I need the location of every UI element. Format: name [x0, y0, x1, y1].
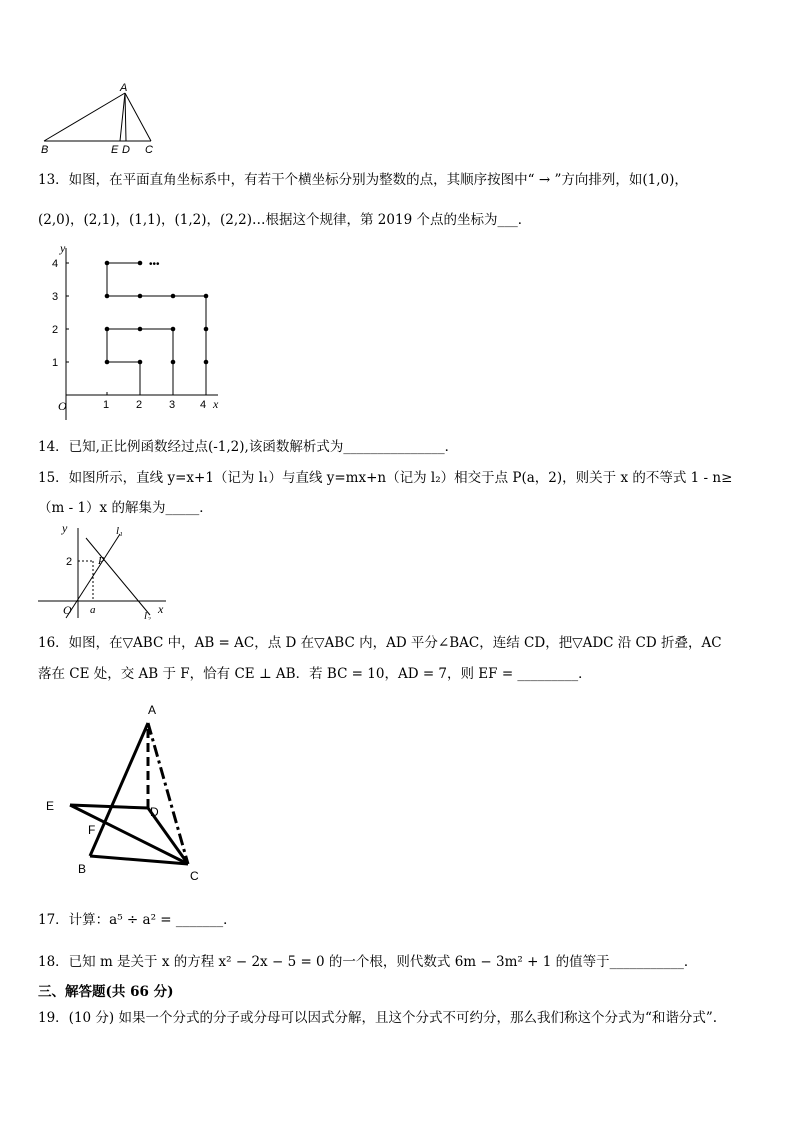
q16-line1: 16．如图，在▽ABC 中，AB = AC，点 D 在▽ABC 内，AD 平分∠BAC，连结 CD，把▽ADC 沿 CD 折叠，AC [38, 635, 722, 651]
figure-q13-coordinate-path [38, 240, 228, 420]
q15-line1: 15．如图所示，直线 y=x+1（记为 l₁）与直线 y=mx+n（记为 l₂）相交于点 P(a，2)，则关于 x 的不等式 1 - n≥ [38, 470, 733, 486]
x-tick-1: 1 [103, 399, 110, 411]
p-label: P [98, 555, 105, 567]
figure-q15-lines [38, 518, 173, 620]
q15-line2: （m - 1）x 的解集为_____． [38, 500, 213, 516]
two-label: 2 [66, 556, 73, 568]
label-C: C [190, 869, 199, 883]
q19-text: 19．(10 分) 如果一个分式的分子或分母可以因式分解，且这个分式不可约分，那么我们称这个分式为“和谐分式”. [38, 1010, 718, 1026]
axis-y-label: y [62, 521, 68, 535]
label-D: D [122, 144, 130, 156]
figure-q12-triangle [38, 78, 163, 156]
q17-text: 17．计算：a⁵ ÷ a² = _______． [38, 912, 237, 928]
figure-q16-folded-triangle [38, 698, 218, 888]
a-label: a [90, 604, 96, 616]
x-tick-4: 4 [200, 399, 207, 411]
q14-text: 14．已知,正比例函数经过点(-1,2),该函数解析式为_______________． [38, 439, 459, 455]
l2-label: l₂ [144, 610, 151, 620]
q13-line1: 13．如图，在平面直角坐标系中，有若干个横坐标分别为整数的点，其顺序按图中“ → ”方向排列，如(1,0)， [38, 172, 688, 188]
q18-text: 18．已知 m 是关于 x 的方程 x² − 2x − 5 = 0 的一个根，则代数式 6m − 3m² + 1 的值等于___________． [38, 954, 698, 970]
label-E: E [46, 799, 55, 813]
axis-y-label: y [60, 241, 66, 255]
origin-label: O [63, 603, 72, 617]
ellipsis-marker: ••• [149, 259, 160, 270]
q16-line2: 落在 CE 处，交 AB 于 F，恰有 CE ⊥ AB．若 BC = 10，AD = 7，则 EF = _________． [38, 666, 592, 682]
label-D: D [150, 805, 159, 819]
y-tick-4: 4 [52, 258, 59, 270]
x-tick-2: 2 [136, 399, 143, 411]
label-F: F [88, 823, 96, 837]
y-tick-3: 3 [52, 291, 59, 303]
axis-x-label: x [213, 397, 219, 411]
y-tick-1: 1 [52, 357, 59, 369]
label-B: B [41, 144, 49, 156]
q13-line2: (2,0)，(2,1)，(1,1)，(1,2)，(2,2)…根据这个规律，第 2019 个点的坐标为___． [38, 212, 532, 228]
label-A: A [148, 703, 157, 717]
label-C: C [145, 144, 153, 156]
section-title: 三、解答题(共 66 分) [38, 984, 174, 1000]
x-tick-3: 3 [169, 399, 176, 411]
label-A: A [120, 82, 128, 94]
y-tick-2: 2 [52, 324, 59, 336]
l1-label: l₁ [116, 525, 123, 537]
label-B: B [78, 862, 87, 876]
label-E: E [111, 144, 119, 156]
axis-x-label: x [158, 602, 164, 616]
origin-label: O [58, 399, 67, 413]
